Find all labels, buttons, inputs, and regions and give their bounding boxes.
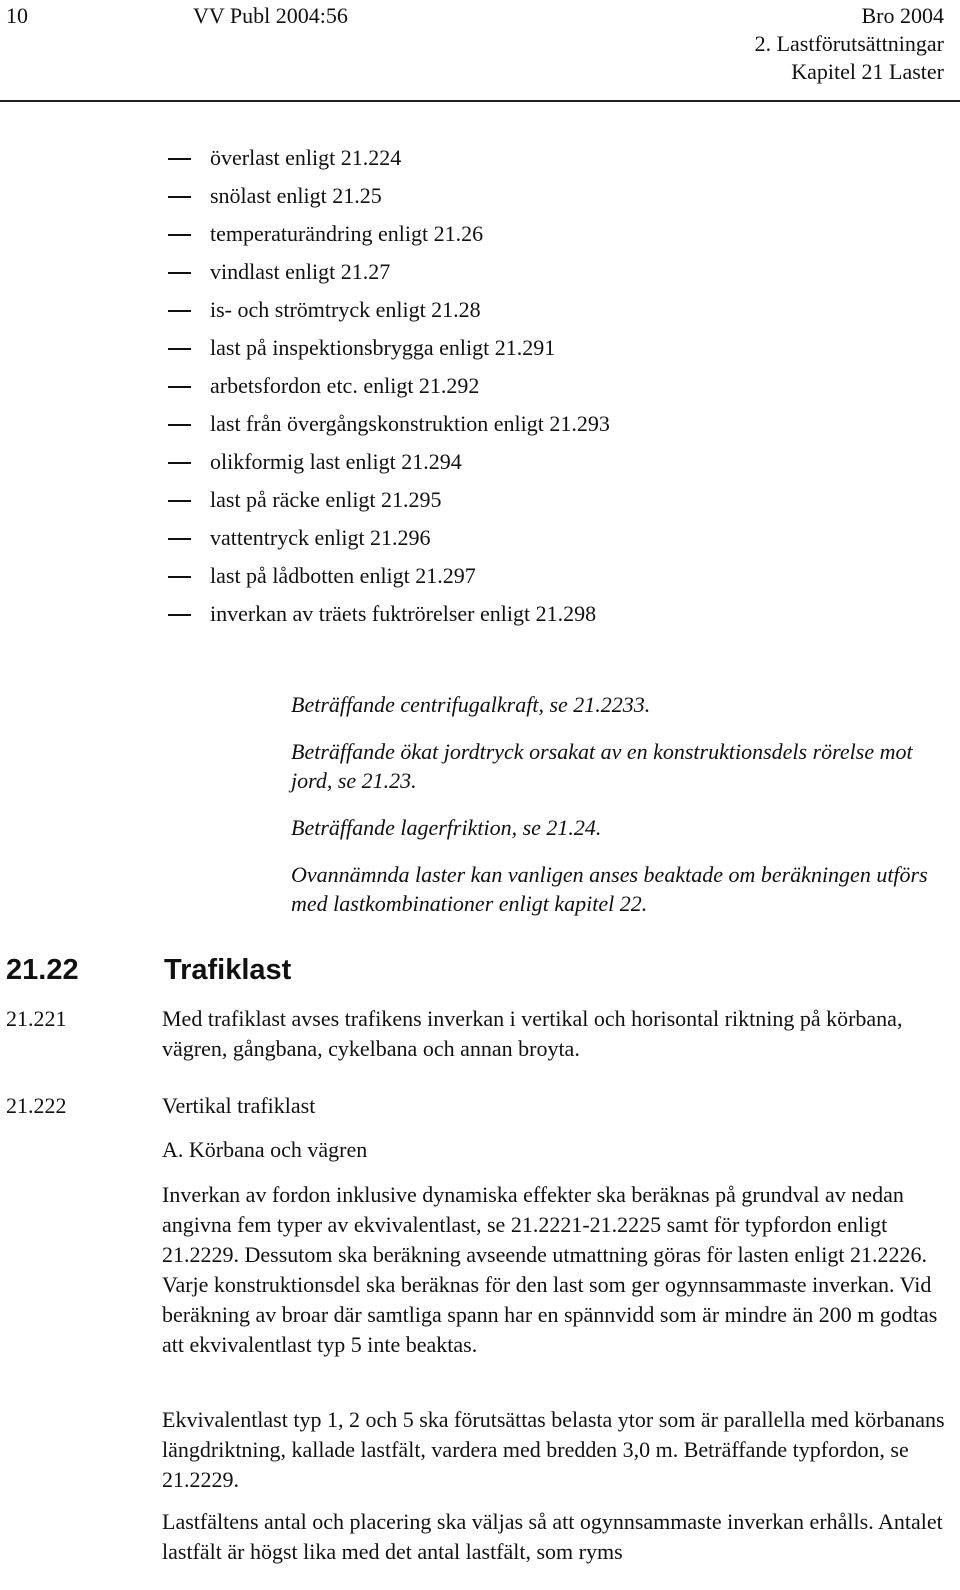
commentary-notes	[291, 690, 951, 936]
section-title: Trafiklast	[164, 954, 292, 986]
list-item: temperaturändring enligt 21.26	[168, 220, 610, 258]
dash-bullet	[168, 310, 191, 312]
header-line-section: 2. Lastförutsättningar	[754, 31, 944, 56]
note-load-combinations: Ovannämnda laster kan vanligen anses beaktade om beräkningen utförs med lastkombinationer enligt kapitel 22.	[291, 862, 928, 916]
dash-bullet	[168, 538, 191, 540]
dash-bullet	[168, 196, 191, 198]
dash-bullet	[168, 348, 191, 350]
header-line-chapter: Kapitel 21 Laster	[791, 59, 944, 84]
paragraph-traffic-load: Med trafiklast avses trafikens inverkan i vertikal och horisontal riktning på körbana, vägren, gångbana, cykelbana och annan broyta.	[162, 1006, 903, 1061]
subsection-title: Vertikal trafiklast	[162, 1093, 316, 1118]
list-item: last på räcke enligt 21.295	[168, 486, 610, 524]
dash-bullet	[168, 386, 191, 388]
list-item: vindlast enligt 21.27	[168, 258, 610, 296]
note-earth-pressure: Beträffande ökat jordtryck orsakat av en konstruktionsdels rörelse mot jord, se 21.23.	[291, 739, 913, 793]
dash-bullet	[168, 462, 191, 464]
list-item: överlast enligt 21.224	[168, 144, 610, 182]
document-id: VV Publ 2004:56	[193, 3, 348, 28]
dash-bullet	[168, 424, 191, 426]
body-paragraph: Lastfältens antal och placering ska väljas så att ogynnsammaste inverkan erhålls. Antalet lastfält är högst lika med det antal lastfält, som ryms	[162, 1509, 943, 1564]
list-item: arbetsfordon etc. enligt 21.292	[168, 372, 610, 410]
dash-bullet	[168, 158, 191, 160]
paragraph-number: 21.221	[6, 1006, 67, 1031]
list-item: vattentryck enligt 21.296	[168, 524, 610, 562]
paragraph-number: 21.222	[6, 1093, 67, 1118]
section-number: 21.22	[6, 954, 79, 986]
dash-bullet	[168, 500, 191, 502]
chapter-header	[755, 2, 944, 86]
header-divider	[0, 100, 960, 102]
body-paragraph: Inverkan av fordon inklusive dynamiska effekter ska beräknas på grundval av nedan angivna fem typer av ekvivalentlast, se 21.2221-21.2225 samt för typfordon enligt 21.2229. Dessutom ska beräkning avseende utmattning göras för lasten enligt 21.2226. Varje konstruktionsdel ska beräknas för den last som ger ogynnsammaste inverkan. Vid beräkning av broar där samtliga spann har en spännvidd som är mindre än 200 m godtas att ekvivalentlast typ 5 inte beaktas.	[162, 1182, 938, 1357]
body-paragraph: Ekvivalentlast typ 1, 2 och 5 ska förutsättas belasta ytor som är parallella med körbanans längdriktning, kallade lastfält, vardera med bredden 3,0 m. Beträffande typfordon, se 21.2229.	[162, 1407, 945, 1492]
list-item: last från övergångskonstruktion enligt 21.293	[168, 410, 610, 448]
dash-bullet	[168, 234, 191, 236]
dash-bullet	[168, 272, 191, 274]
note-bearing-friction: Beträffande lagerfriktion, se 21.24.	[291, 815, 602, 840]
section-heading	[6, 952, 291, 988]
dash-bullet	[168, 576, 191, 578]
subheading: A. Körbana och vägren	[162, 1137, 368, 1162]
list-item: last på lådbotten enligt 21.297	[168, 562, 610, 600]
list-item: is- och strömtryck enligt 21.28	[168, 296, 610, 334]
list-item: snölast enligt 21.25	[168, 182, 610, 220]
dash-bullet	[168, 614, 191, 616]
note-centrifugal: Beträffande centrifugalkraft, se 21.2233.	[291, 692, 651, 717]
header-line-edition: Bro 2004	[861, 3, 944, 28]
load-list	[168, 144, 610, 638]
page-number: 10	[6, 3, 28, 28]
list-item: last på inspektionsbrygga enligt 21.291	[168, 334, 610, 372]
list-item: inverkan av träets fuktrörelser enligt 21.298	[168, 600, 610, 638]
list-item: olikformig last enligt 21.294	[168, 448, 610, 486]
